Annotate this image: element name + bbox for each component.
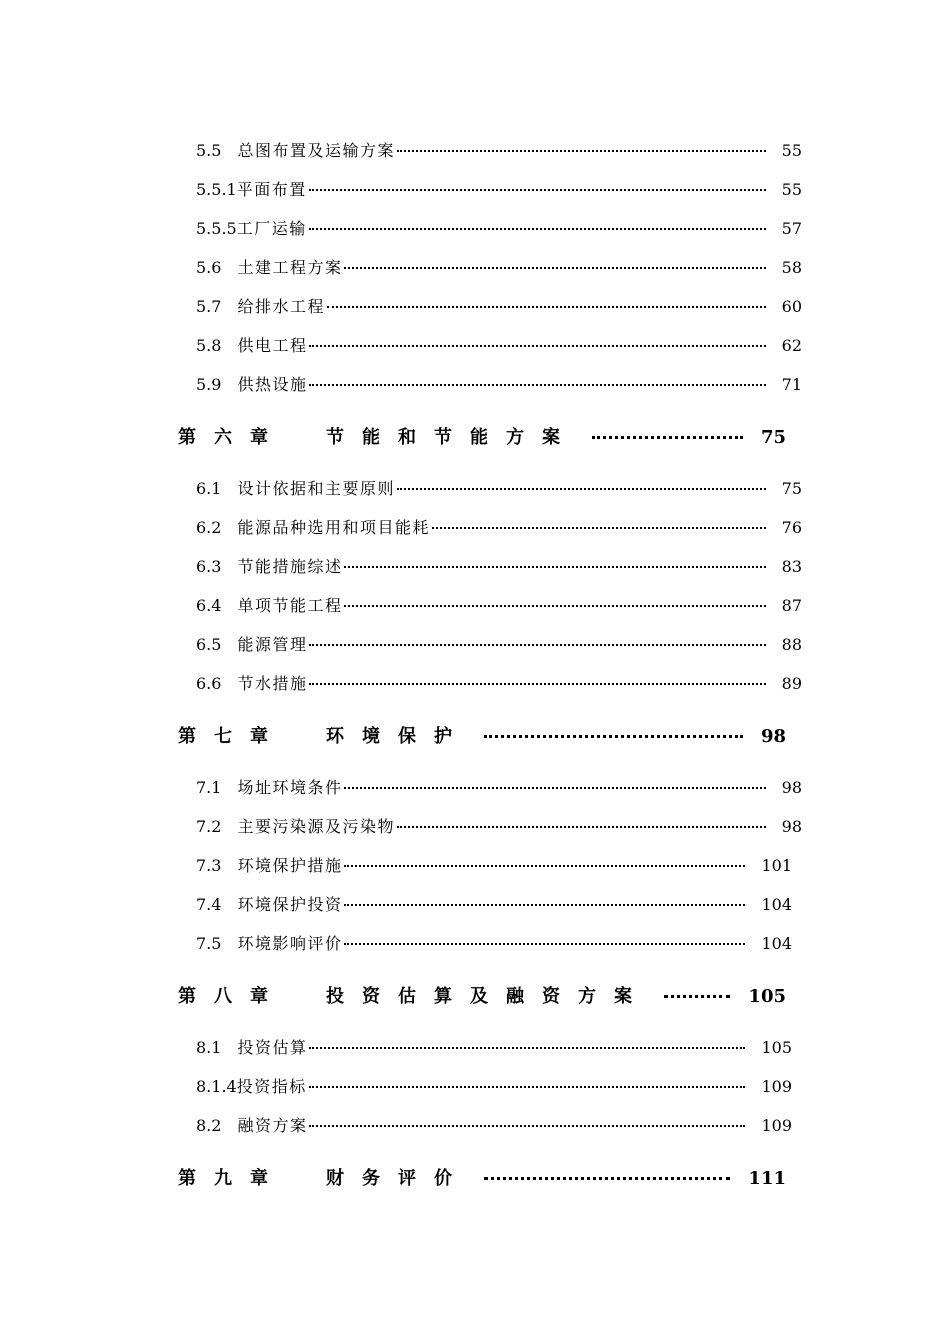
section-number: 5.9: [196, 375, 222, 394]
page-number: 60: [781, 297, 802, 316]
toc-entry-8-1-4[interactable]: [196, 1074, 792, 1097]
dot-leader: [344, 865, 745, 867]
page-number: 98: [781, 817, 802, 836]
page-number: 104: [761, 895, 792, 914]
section-title: 给排水工程: [237, 297, 325, 316]
dot-leader: [484, 1177, 730, 1180]
toc-entry-6-4[interactable]: [196, 593, 802, 616]
dot-leader: [344, 605, 765, 607]
toc-entry-7-2[interactable]: [196, 814, 802, 837]
section-title: 场址环境条件: [237, 778, 343, 797]
page-number: 55: [781, 141, 802, 160]
page-number: 62: [781, 336, 802, 355]
toc-entry-8-1[interactable]: [196, 1035, 792, 1058]
dot-leader: [309, 1125, 745, 1127]
dot-leader: [344, 904, 745, 906]
toc-entry-6-6[interactable]: [196, 671, 802, 694]
dot-leader: [344, 566, 765, 568]
page-number: 58: [781, 258, 802, 277]
dot-leader: [309, 228, 766, 230]
section-title: 单项节能工程: [237, 596, 343, 615]
section-number: 7.3: [196, 856, 222, 875]
chapter-title: 环境保护: [326, 726, 470, 747]
section-number: 5.5: [196, 141, 222, 160]
dot-leader: [397, 150, 766, 152]
section-number: 6.3: [196, 557, 222, 576]
toc-entry-6-2[interactable]: [196, 515, 802, 538]
dot-leader: [309, 683, 765, 685]
page-number: 105: [748, 986, 786, 1007]
section-number: 5.8: [196, 336, 222, 355]
toc-entry-5-5-1[interactable]: [196, 177, 802, 200]
toc-entry-5-5[interactable]: [196, 138, 802, 161]
section-title: 能源管理: [237, 635, 308, 654]
page-number: 89: [781, 674, 802, 693]
page-number: 88: [781, 635, 802, 654]
section-number: 7.2: [196, 817, 222, 836]
page-number: 83: [781, 557, 802, 576]
toc-chapter-9[interactable]: [178, 1164, 786, 1190]
section-number: 8.1.4: [196, 1077, 237, 1096]
dot-leader: [309, 345, 765, 347]
section-title: 节水措施: [237, 674, 308, 693]
chapter-title: 投资估算及融资方案: [326, 986, 650, 1007]
toc-entry-5-6[interactable]: [196, 255, 802, 278]
section-number: 7.5: [196, 934, 222, 953]
dot-leader: [344, 267, 765, 269]
page-number: 98: [781, 778, 802, 797]
page-number: 109: [761, 1116, 792, 1135]
dot-leader: [309, 644, 765, 646]
page-number: 105: [761, 1038, 792, 1057]
toc-entry-7-3[interactable]: [196, 853, 792, 876]
dot-leader: [309, 1047, 745, 1049]
page-number: 55: [781, 180, 802, 199]
section-title: 供热设施: [237, 375, 308, 394]
section-title: 节能措施综述: [237, 557, 343, 576]
section-number: 5.7: [196, 297, 222, 316]
section-title: 供电工程: [237, 336, 308, 355]
section-title: 平面布置: [236, 180, 307, 199]
section-number: 6.1: [196, 479, 222, 498]
toc-entry-5-8[interactable]: [196, 333, 802, 356]
toc-entry-8-2[interactable]: [196, 1113, 792, 1136]
section-number: 7.4: [196, 895, 222, 914]
dot-leader: [397, 826, 766, 828]
toc-entry-5-5-5[interactable]: [196, 216, 802, 239]
toc-entry-6-1[interactable]: [196, 476, 802, 499]
section-number: 6.2: [196, 518, 222, 537]
toc-entry-5-9[interactable]: [196, 372, 802, 395]
section-number: 6.4: [196, 596, 222, 615]
dot-leader: [344, 943, 745, 945]
dot-leader: [592, 436, 743, 439]
dot-leader: [327, 306, 766, 308]
toc-entry-7-4[interactable]: [196, 892, 792, 915]
section-title: 主要污染源及污染物: [237, 817, 395, 836]
section-title: 环境保护投资: [237, 895, 343, 914]
section-title: 投资指标: [236, 1077, 307, 1096]
section-number: 5.6: [196, 258, 222, 277]
page-number: 98: [760, 726, 786, 747]
chapter-title: 财务评价: [326, 1168, 470, 1189]
toc-chapter-7[interactable]: [178, 722, 786, 748]
section-title: 总图布置及运输方案: [237, 141, 395, 160]
dot-leader: [309, 189, 766, 191]
page-number: 87: [781, 596, 802, 615]
dot-leader: [664, 995, 730, 998]
page-number: 75: [781, 479, 802, 498]
chapter-title: 节能和节能方案: [326, 427, 578, 448]
chapter-label: 第七章: [178, 726, 286, 747]
section-title: 设计依据和主要原则: [237, 479, 395, 498]
section-number: 6.5: [196, 635, 222, 654]
section-number: 6.6: [196, 674, 222, 693]
section-title: 投资估算: [237, 1038, 308, 1057]
toc-entry-7-1[interactable]: [196, 775, 802, 798]
section-title: 融资方案: [237, 1116, 308, 1135]
toc-entry-5-7[interactable]: [196, 294, 802, 317]
chapter-label: 第八章: [178, 986, 286, 1007]
dot-leader: [397, 488, 766, 490]
toc-entry-6-5[interactable]: [196, 632, 802, 655]
section-title: 环境保护措施: [237, 856, 343, 875]
chapter-label: 第九章: [178, 1168, 286, 1189]
toc-chapter-6[interactable]: [178, 423, 786, 449]
page-number: 76: [781, 518, 802, 537]
dot-leader: [484, 735, 743, 738]
section-number: 8.2: [196, 1116, 222, 1135]
section-number: 5.5.1: [196, 180, 237, 199]
page-number: 109: [761, 1077, 792, 1096]
page-number: 57: [781, 219, 802, 238]
page-number: 104: [761, 934, 792, 953]
section-number: 5.5.5: [196, 219, 237, 238]
dot-leader: [432, 527, 766, 529]
dot-leader: [344, 787, 765, 789]
page-number: 111: [748, 1168, 786, 1189]
section-title: 工厂运输: [236, 219, 307, 238]
dot-leader: [309, 384, 765, 386]
chapter-label: 第六章: [178, 427, 286, 448]
toc-chapter-8[interactable]: [178, 982, 786, 1008]
section-title: 能源品种选用和项目能耗: [237, 518, 430, 537]
page-number: 71: [781, 375, 802, 394]
section-number: 8.1: [196, 1038, 222, 1057]
section-title: 土建工程方案: [237, 258, 343, 277]
page-number: 101: [761, 856, 792, 875]
section-number: 7.1: [196, 778, 222, 797]
toc-entry-6-3[interactable]: [196, 554, 802, 577]
section-title: 环境影响评价: [237, 934, 343, 953]
toc-entry-7-5[interactable]: [196, 931, 792, 954]
page-number: 75: [760, 427, 786, 448]
dot-leader: [309, 1086, 746, 1088]
